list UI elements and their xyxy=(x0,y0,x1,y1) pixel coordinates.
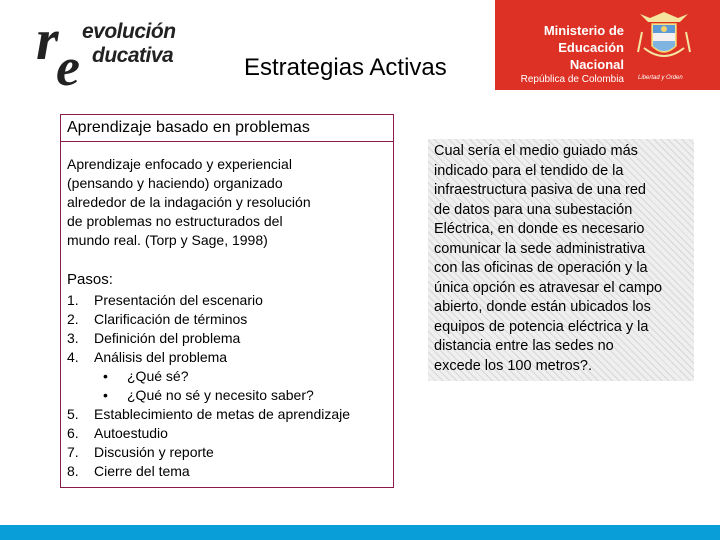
footer-bar xyxy=(0,525,720,540)
question-text: Cual sería el medio guiado más indicado para el tendido de la infraestructura pasiva de una red de datos para una subestación Eléctrica, en donde es necesario comunicar la sede administrativa con las oficinas de operación y la única opción es atravesar el campo abierto, donde están ubicados los equipos de potencia eléctrica y la distancia entre las sedes no excede los 100 metros?. xyxy=(434,143,663,374)
step-item: 4. Análisis del problema xyxy=(67,349,228,365)
logo-initial-r: r xyxy=(36,7,59,72)
logo-word-educativa: ducativa xyxy=(92,44,174,67)
steps-label: Pasos: xyxy=(67,271,113,288)
sub-step-item: • ¿Qué no sé y necesito saber? xyxy=(103,387,314,403)
revolucion-educativa-logo xyxy=(34,7,194,97)
step-item: 1. Presentación del escenario xyxy=(67,292,263,308)
page-title: Estrategias Activas xyxy=(244,54,447,81)
step-item: 7. Discusión y reporte xyxy=(67,444,214,460)
steps-list xyxy=(67,291,350,481)
logo-initial-e: e xyxy=(56,37,80,97)
ministry-logo-text xyxy=(506,22,624,87)
step-item: 2. Clarificación de términos xyxy=(67,311,248,327)
ministry-line-3: República de Colombia xyxy=(520,74,624,85)
logo-word-revolucion: evolución xyxy=(82,20,176,43)
step-item: 3. Definición del problema xyxy=(67,330,241,346)
sub-step-item: • ¿Qué sé? xyxy=(103,368,189,384)
panel-heading: Aprendizaje basado en problemas xyxy=(67,119,310,136)
step-item: 6. Autoestudio xyxy=(67,425,168,441)
step-item: 8. Cierre del tema xyxy=(67,463,190,479)
panel-divider xyxy=(61,141,393,142)
pbl-panel xyxy=(60,114,394,488)
ministry-motto: Libertad y Orden xyxy=(638,75,683,81)
pbl-definition: Aprendizaje enfocado y experiencial (pensando y haciendo) organizado alrededor de la indagación y resolución de problemas no estructurados del mundo real. (Torp y Sage, 1998) xyxy=(67,156,311,248)
step-item: 5. Establecimiento de metas de aprendizaje xyxy=(67,406,351,422)
ministry-line-1: Ministerio de xyxy=(543,23,624,38)
ministry-line-2: Educación Nacional xyxy=(558,40,624,72)
colombia-coat-of-arms-icon xyxy=(634,8,694,70)
question-box xyxy=(428,139,694,381)
